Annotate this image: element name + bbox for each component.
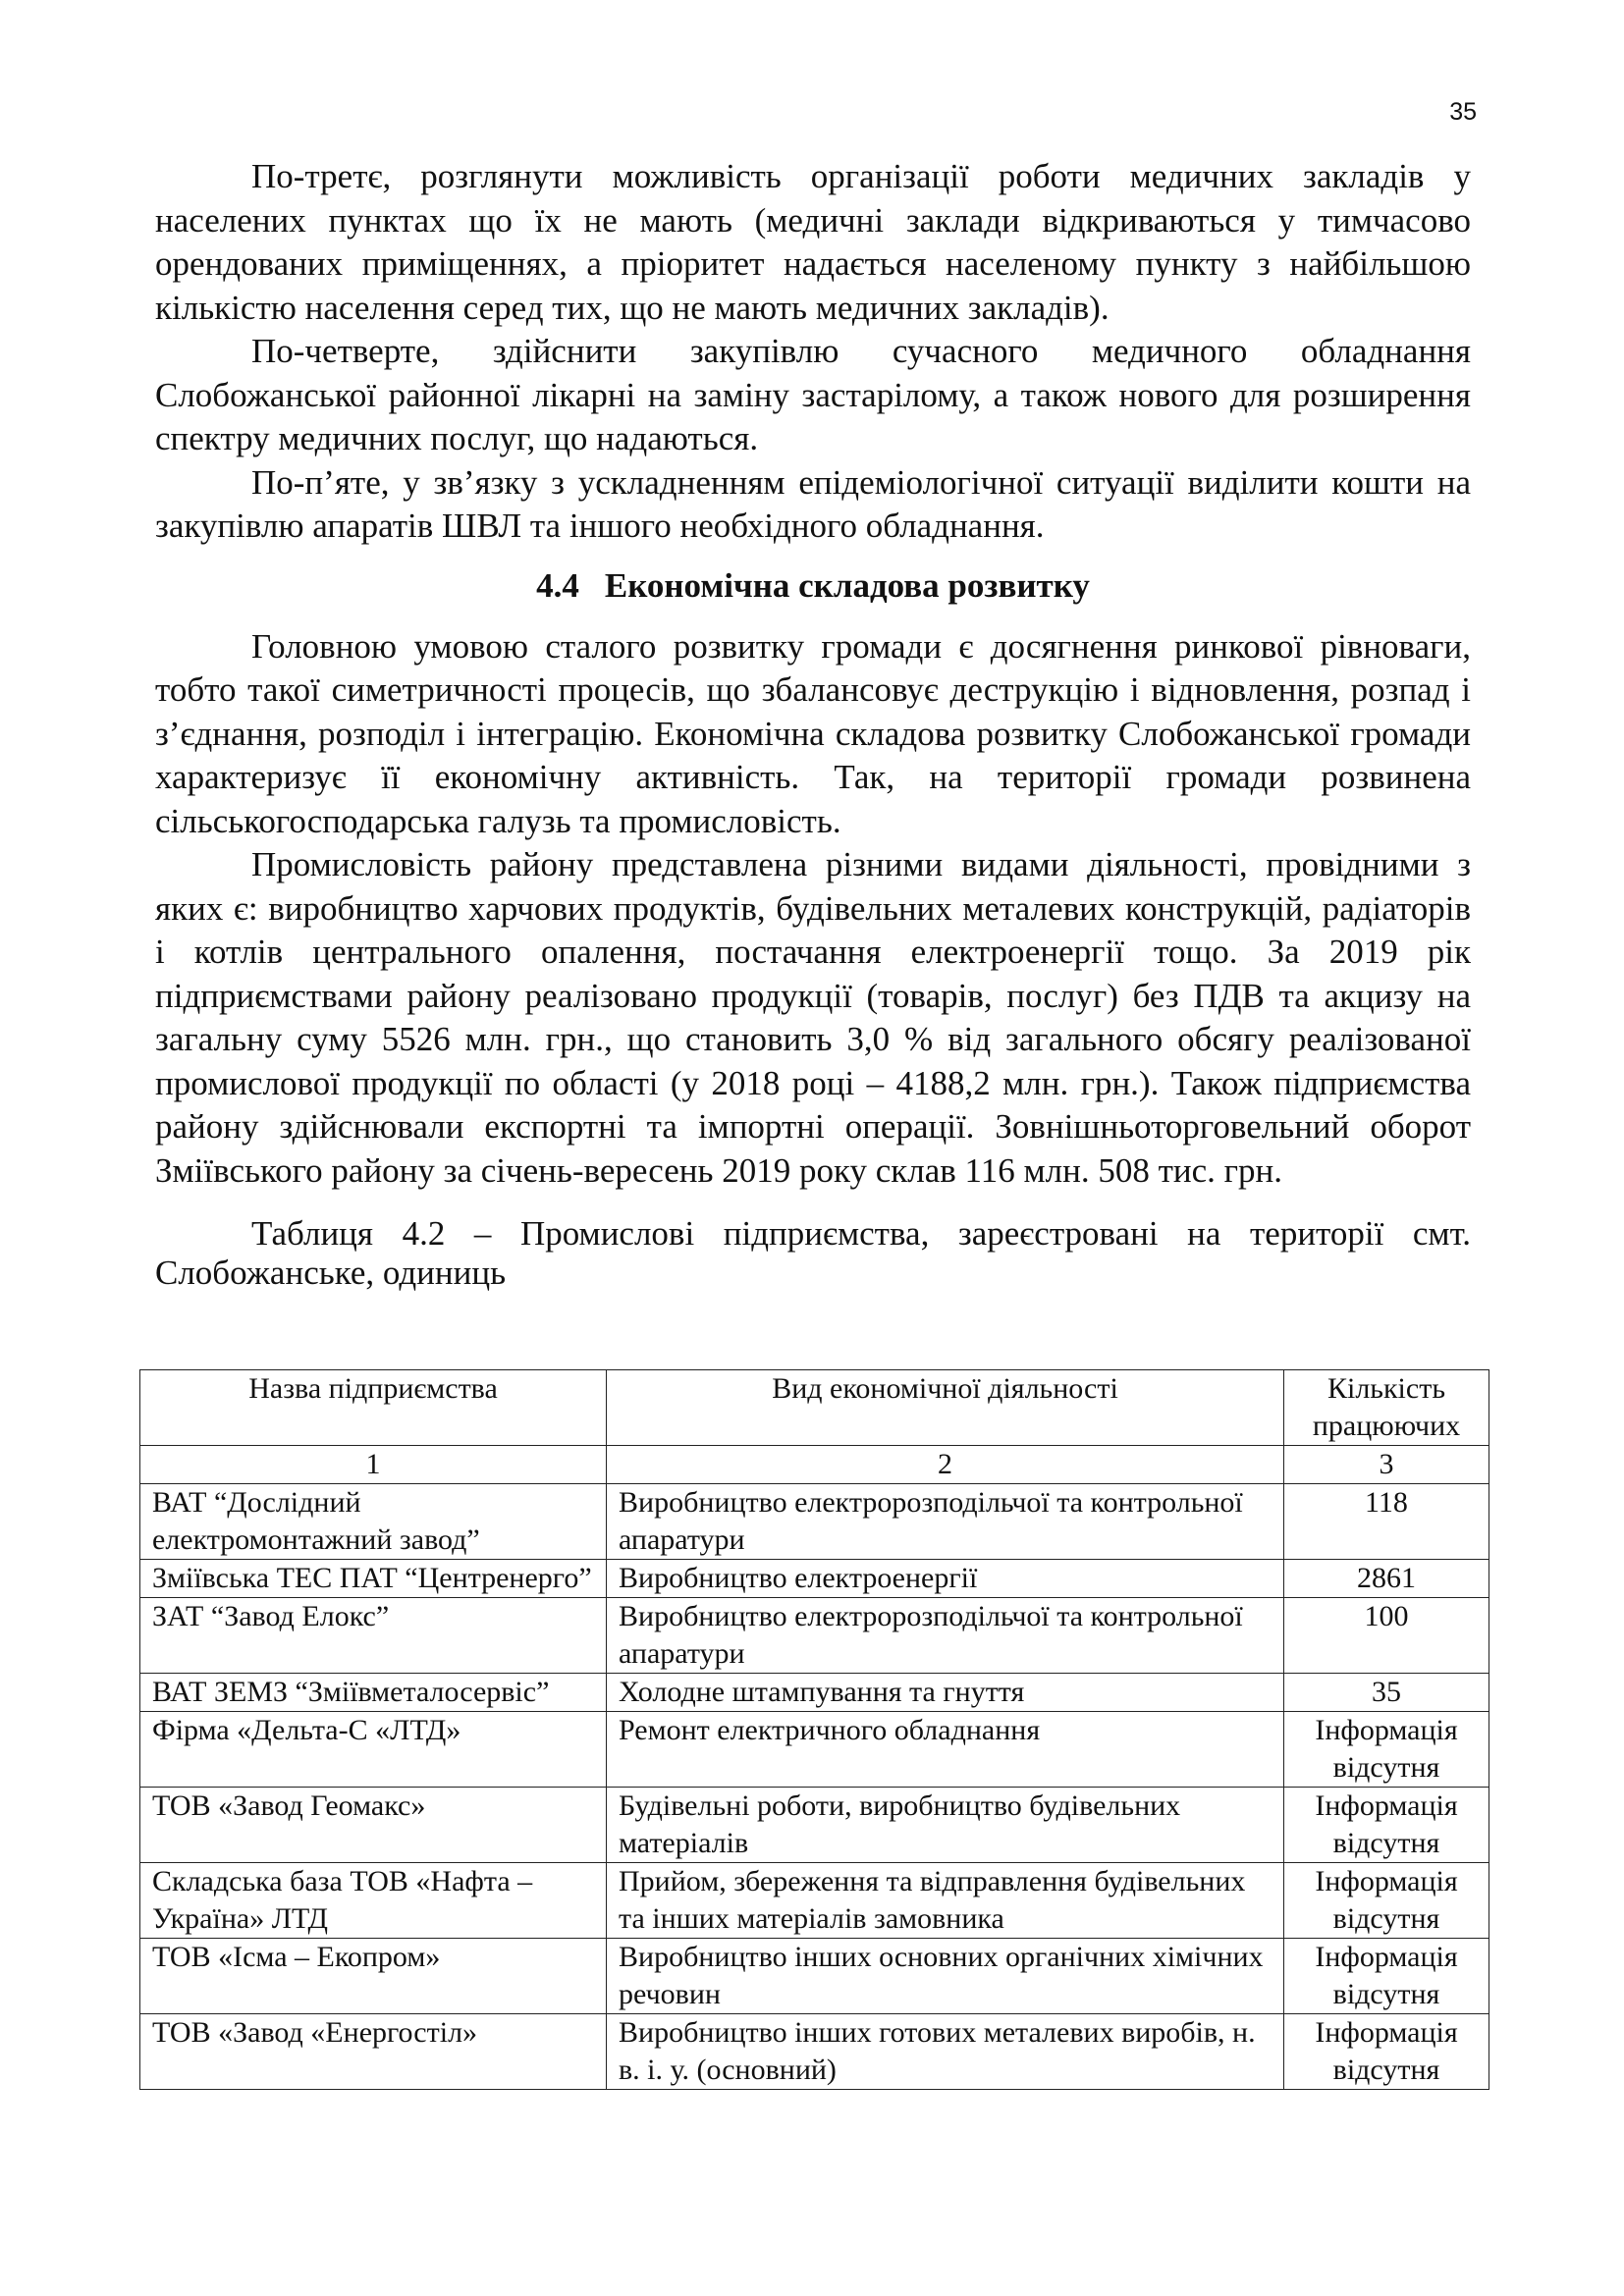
header-employees: Кількість працюючих <box>1284 1370 1489 1446</box>
table-row <box>140 1939 1489 2014</box>
paragraph-economic-intro: Головною умовою сталого розвитку громади є досягнення ринкової рівноваги, тобто такої симетричності процесів, що збалансовує деструкцію і відновлення, розпад і з’єднання, розподіл і інтеграцію. Економічна складова розвитку Слобожанської громади характеризує її економічну активність. Так, на території громади розвинена сільськогосподарська галузь та промисловість. <box>155 626 1471 840</box>
activity-cell: Виробництво електророзподільчої та контрольної апаратури <box>607 1598 1284 1674</box>
enterprise-name-cell: ВАТ ЗЕМЗ “Зміївметалосервіс” <box>140 1674 607 1712</box>
paragraph-fifth-measure: По-п’яте, у зв’язку з ускладненням епідеміологічної ситуації виділити кошти на закупівлю апаратів ШВЛ та іншого необхідного обладнання. <box>155 462 1471 545</box>
activity-cell: Виробництво інших готових металевих виробів, н. в. і. у. (основний) <box>607 2014 1284 2090</box>
employees-cell: Інформація відсутня <box>1284 2014 1489 2090</box>
enterprise-name-cell: Фірма «Дельта-С «ЛТД» <box>140 1712 607 1788</box>
enterprises-table <box>139 1369 1489 2090</box>
table-row <box>140 1484 1489 1560</box>
table-caption: Таблиця 4.2 – Промислові підприємства, зареєстровані на території смт. Слобожанське, одиниць <box>155 1214 1471 1292</box>
activity-cell: Холодне штампування та гнуття <box>607 1674 1284 1712</box>
table-row <box>140 1788 1489 1863</box>
employees-cell: Інформація відсутня <box>1284 1939 1489 2014</box>
employees-cell: 35 <box>1284 1674 1489 1712</box>
paragraph-fourth-measure: По-четверте, здійснити закупівлю сучасного медичного обладнання Слобожанської районної лікарні на заміну застарілому, а також нового для розширення спектру медичних послуг, що надаються. <box>155 332 1471 457</box>
table-column-numbers-row <box>140 1446 1489 1484</box>
activity-cell: Виробництво електроенергії <box>607 1560 1284 1598</box>
activity-cell: Будівельні роботи, виробництво будівельних матеріалів <box>607 1788 1284 1863</box>
enterprise-name-cell: Зміївська ТЕС ПАТ “Центренерго” <box>140 1560 607 1598</box>
enterprise-name-cell: ТОВ «Завод Геомакс» <box>140 1788 607 1863</box>
table-row <box>140 1598 1489 1674</box>
enterprise-name-cell: ЗАТ “Завод Елокс” <box>140 1598 607 1674</box>
enterprise-name-cell: Складська база ТОВ «Нафта – Україна» ЛТД <box>140 1863 607 1939</box>
column-number: 3 <box>1284 1446 1489 1484</box>
paragraph-third-measure: По-третє, розглянути можливість організації роботи медичних закладів у населених пунктах що їх не мають (медичні заклади відкриваються у тимчасово орендованих приміщеннях, а пріоритет надається населеному пункту з найбільшою кількістю населення серед тих, що не мають медичних закладів). <box>155 157 1471 327</box>
enterprise-name-cell: ТОВ «Завод «Енергостіл» <box>140 2014 607 2090</box>
activity-cell: Ремонт електричного обладнання <box>607 1712 1284 1788</box>
employees-cell: Інформація відсутня <box>1284 1863 1489 1939</box>
enterprise-name-cell: ВАТ “Дослідний електромонтажний завод” <box>140 1484 607 1560</box>
table-row <box>140 1712 1489 1788</box>
document-body <box>155 155 1471 1293</box>
table-row <box>140 1863 1489 1939</box>
employees-cell: Інформація відсутня <box>1284 1788 1489 1863</box>
activity-cell: Прийом, збереження та відправлення будівельних та інших матеріалів замовника <box>607 1863 1284 1939</box>
table-row <box>140 1674 1489 1712</box>
enterprise-name-cell: ТОВ «Ісма – Екопром» <box>140 1939 607 2014</box>
header-enterprise-name: Назва підприємства <box>140 1370 607 1446</box>
section-heading <box>155 564 1471 608</box>
employees-cell: 118 <box>1284 1484 1489 1560</box>
section-number: 4.4 <box>536 565 579 605</box>
header-activity: Вид економічної діяльності <box>607 1370 1284 1446</box>
employees-cell: Інформація відсутня <box>1284 1712 1489 1788</box>
employees-cell: 100 <box>1284 1598 1489 1674</box>
employees-cell: 2861 <box>1284 1560 1489 1598</box>
column-number: 1 <box>140 1446 607 1484</box>
activity-cell: Виробництво інших основних органічних хімічних речовин <box>607 1939 1284 2014</box>
paragraph-industry: Промисловість району представлена різними видами діяльності, провідними з яких є: виробництво харчових продуктів, будівельних металевих конструкцій, радіаторів і котлів центрального опалення, постачання електроенергії тощо. За 2019 рік підприємствами району реалізовано продукції (товарів, послуг) без ПДВ та акцизу на загальну суму 5526 млн. грн., що становить 3,0 % від загального обсягу реалізованої промислової продукції по області (у 2018 році – 4188,2 млн. грн.). Також підприємства району здійснювали експортні та імпортні операції. Зовнішньоторговельний оборот Зміївського району за січень-вересень 2019 року склав 116 млн. 508 тис. грн. <box>155 845 1471 1190</box>
section-title: Економічна складова розвитку <box>604 565 1090 605</box>
table-row <box>140 2014 1489 2090</box>
activity-cell: Виробництво електророзподільчої та контрольної апаратури <box>607 1484 1284 1560</box>
table-row <box>140 1560 1489 1598</box>
column-number: 2 <box>607 1446 1284 1484</box>
table-header-row <box>140 1370 1489 1446</box>
page-number: 35 <box>1449 98 1477 126</box>
